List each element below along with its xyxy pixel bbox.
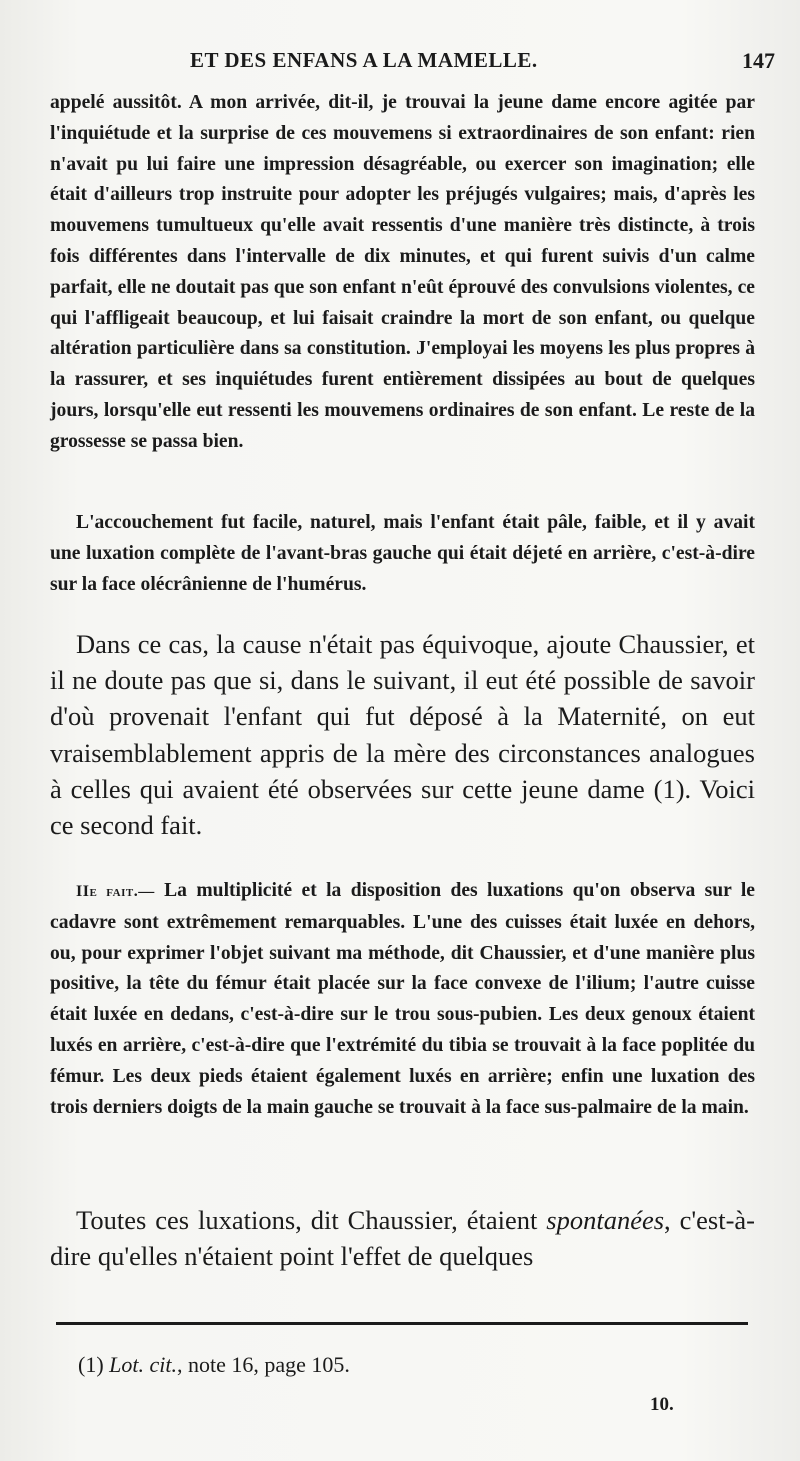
running-title: ET DES ENFANS A LA MAMELLE. bbox=[190, 48, 538, 72]
case-one-paragraph bbox=[50, 88, 755, 458]
footnote-text: , note 16, page 105. bbox=[177, 1352, 350, 1377]
signature-mark: 10. bbox=[650, 1394, 674, 1415]
case-one-text: appelé aussitôt. A mon arrivée, dit-il, je trouvai la jeune dame encore agitée par l'inquiétude et la surprise de ces mouvemens si extraordinaires de son enfant: rien n'avait pu lui faire une impression désagréable, ou exercer son imagination; elle était d'ailleurs trop instruite pour adopter les préjugés vulgaires; mais, d'après les mouvemens tumultueux qu'elle avait ressentis d'une manière très distincte, à trois fois différentes dans l'intervalle de dix minutes, et qui furent suivis d'un calme parfait, elle ne doutait pas que son enfant n'eût éprouvé des convulsions violentes, ce qui l'affligeait beaucoup, et lui faisait craindre la mort de son enfant, ou quelque altération particulière dans sa constitution. J'employai les moyens les plus propres à la rassurer, et ses inquiétudes furent entièrement dissipées au bout de quelques jours, lorsqu'elle eut ressenti les mouvemens ordinaires de son enfant. Le reste de la grossesse se passa bien. bbox=[50, 92, 755, 452]
running-head bbox=[0, 44, 800, 80]
commentary-two-content bbox=[50, 1202, 755, 1274]
footnote-marker: (1) bbox=[78, 1352, 104, 1377]
case-two-text: La multiplicité et la disposition des luxations qu'on observa sur le cadavre sont extrêmement remarquables. L'une des cuisses était luxée en dehors, ou, pour exprimer l'objet suivant ma méthode, dit Chaussier, et d'une manière plus positive, la tête du fémur était placée sur la face convexe de l'ilium; l'autre cuisse était luxée en dedans, c'est-à-dire sur le trou sous-pubien. Les deux genoux étaient luxés en arrière, c'est-à-dire que l'extrémité du tibia se trouvait à la face poplitée du fémur. Les deux pieds étaient également luxés en arrière; enfin une luxation des trois derniers doigts de la main gauche se trouvait à la face sus-palmaire de la main. bbox=[50, 880, 755, 1118]
footnote bbox=[78, 1352, 350, 1378]
commentary-two-emphasis: spontanées bbox=[546, 1205, 665, 1235]
page-number: 147 bbox=[742, 48, 775, 73]
footnote-reference: Lot. cit. bbox=[109, 1352, 177, 1377]
case-two-content bbox=[50, 876, 755, 1123]
birth-paragraph bbox=[50, 508, 755, 600]
case-two-paragraph bbox=[50, 876, 755, 1123]
commentary-two-text-end: , c'est-à-dire qu'elles n'étaient point l'effet de quelques bbox=[50, 1205, 755, 1272]
commentary-two-text-start: Toutes ces luxations, dit Chaussier, étaient bbox=[76, 1205, 547, 1235]
birth-text: L'accouchement fut facile, naturel, mais l'enfant était pâle, faible, et il y avait une luxation complète de l'avant-bras gauche qui était déjeté en arrière, c'est-à-dire sur la face olécrânienne de l'humérus. bbox=[50, 512, 755, 595]
commentary-one-text: Dans ce cas, la cause n'était pas équivoque, ajoute Chaussier, et il ne doute pas que si, dans le suivant, il eut été possible de savoir d'où provenait l'enfant qui fut déposé à la Maternité, on eut vraisemblablement appris de la mère des circonstances analogues à celles qui avaient été observées sur cette jeune dame (1). Voici ce second fait. bbox=[50, 629, 755, 841]
case-two-label: IIe fait.— bbox=[76, 883, 155, 900]
footnote-rule bbox=[56, 1322, 748, 1325]
commentary-paragraph-two bbox=[50, 1202, 755, 1274]
commentary-paragraph-one bbox=[50, 626, 755, 843]
